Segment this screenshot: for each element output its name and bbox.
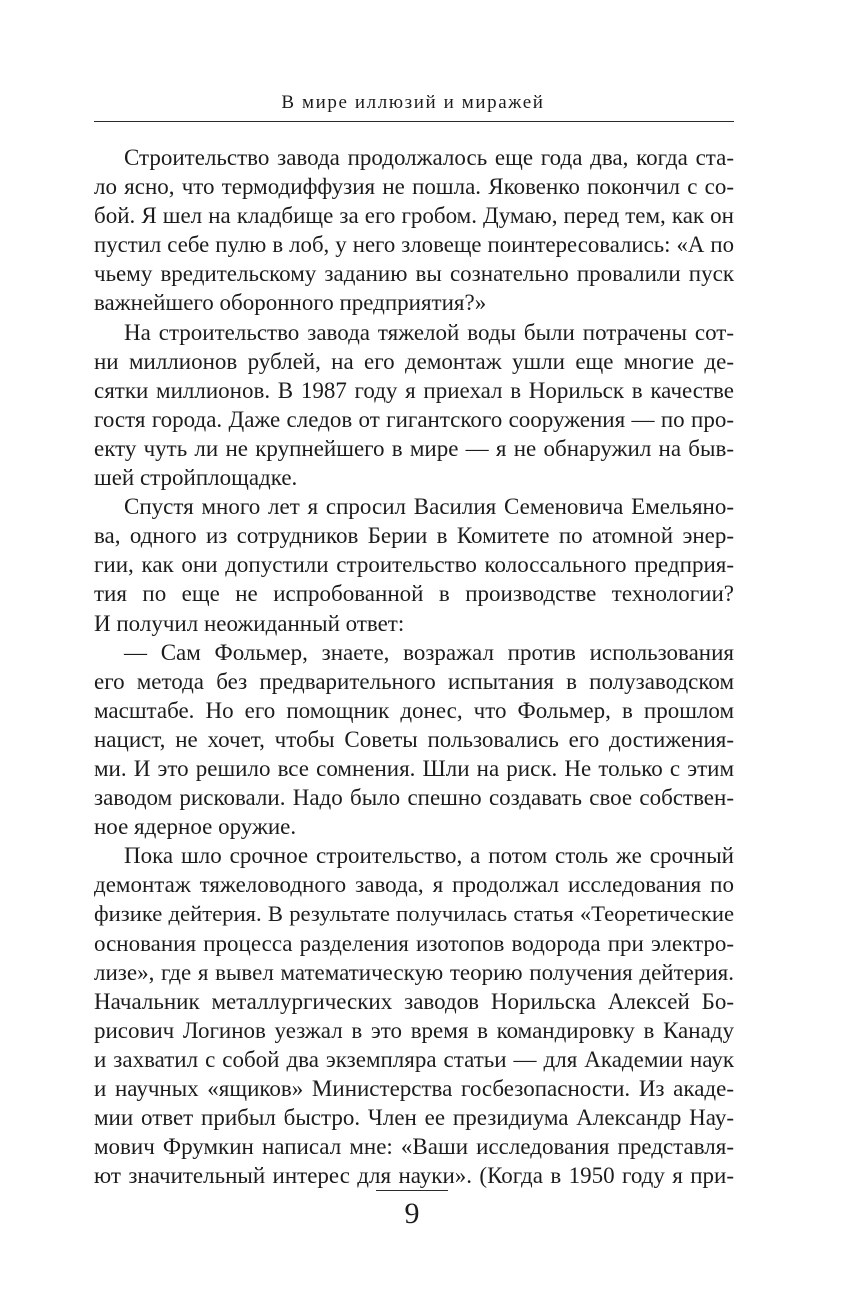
text-line: ва, одного из сотрудников Берии в Комитете по атомной энер- bbox=[94, 523, 734, 549]
text-line: тия по еще не испробованной в производстве технологии? bbox=[94, 581, 734, 607]
text-line: ло ясно, что термодиффузия не пошла. Яковенко покончил с со- bbox=[94, 174, 734, 200]
text-line: масштабе. Но его помощник донес, что Фольмер, в прошлом bbox=[94, 697, 734, 723]
page-number: 9 bbox=[404, 1197, 420, 1230]
text-line: мович Фрумкин написал мне: «Ваши исследования представля- bbox=[94, 1134, 734, 1160]
text-line: рисович Логинов уезжал в это время в командировку в Канаду bbox=[94, 1017, 734, 1043]
text-line: демонтаж тяжеловодного завода, я продолжал исследования по bbox=[94, 872, 734, 898]
text-line: бой. Я шел на кладбище за его гробом. Думаю, перед тем, как он bbox=[94, 203, 734, 229]
text-line: ми. И это решило все сомнения. Шли на риск. Не только с этим bbox=[94, 755, 734, 781]
text-line: шей стройплощадке. bbox=[94, 465, 298, 491]
text-line: лизе», где я вывел математическую теорию получения дейтерия. bbox=[94, 959, 734, 985]
text-line: чьему вредительскому заданию вы сознательно провалили пуск bbox=[94, 261, 734, 287]
text-line: гии, как они допустили строительство колоссального предприя- bbox=[94, 552, 734, 578]
text-line: ни миллионов рублей, на его демонтаж ушли еще многие де- bbox=[94, 348, 734, 374]
text-line: И получил неожиданный ответ: bbox=[94, 610, 405, 636]
text-line: физике дейтерия. В результате получилась статья «Теоретические bbox=[94, 901, 734, 927]
text-line: заводом рисковали. Надо было спешно создавать свое собствен- bbox=[94, 785, 734, 811]
text-line: Спустя много лет я спросил Василия Семеновича Емельяно- bbox=[124, 494, 734, 520]
running-header: В мире иллюзий и миражей bbox=[281, 92, 545, 113]
text-line: ют значительный интерес для науки». (Когда в 1950 году я при- bbox=[94, 1163, 734, 1189]
text-line: и захватил с собой два экземпляра статьи — для Академии наук bbox=[94, 1046, 734, 1072]
header-rule bbox=[94, 121, 734, 122]
page-number-rule bbox=[376, 1190, 448, 1191]
text-line: его метода без предварительного испытания в полузаводском bbox=[94, 668, 734, 694]
text-line: — Сам Фольмер, знаете, возражал против использования bbox=[124, 639, 734, 665]
text-line: гостя города. Даже следов от гигантского сооружения — по про- bbox=[94, 406, 734, 432]
text-line: пустил себе пулю в лоб, у него зловеще поинтересовались: «А по bbox=[94, 232, 734, 258]
text-line: и научных «ящиков» Министерства госбезопасности. Из акаде- bbox=[94, 1076, 734, 1101]
text-line: Пока шло срочное строительство, а потом столь же срочный bbox=[124, 843, 734, 869]
text-line: Начальник металлургических заводов Норильска Алексей Бо- bbox=[94, 988, 734, 1014]
text-line: основания процесса разделения изотопов водорода при электро- bbox=[94, 930, 734, 956]
text-line: екту чуть ли не крупнейшего в мире — я не обнаружил на быв- bbox=[94, 435, 734, 461]
text-line: мии ответ прибыл быстро. Член ее президиума Александр Нау- bbox=[94, 1105, 734, 1131]
text-line: важнейшего оборонного предприятия?» bbox=[94, 290, 487, 316]
text-line: ное ядерное оружие. bbox=[94, 814, 297, 840]
text-line: сятки миллионов. В 1987 году я приехал в Норильск в качестве bbox=[94, 377, 734, 403]
body-text bbox=[94, 143, 734, 1190]
text-line: Строительство завода продолжалось еще года два, когда ста- bbox=[124, 145, 734, 170]
text-line: нацист, не хочет, чтобы Советы пользовались его достижения- bbox=[94, 726, 734, 752]
text-line: На строительство завода тяжелой воды были потрачены сот- bbox=[124, 319, 734, 345]
